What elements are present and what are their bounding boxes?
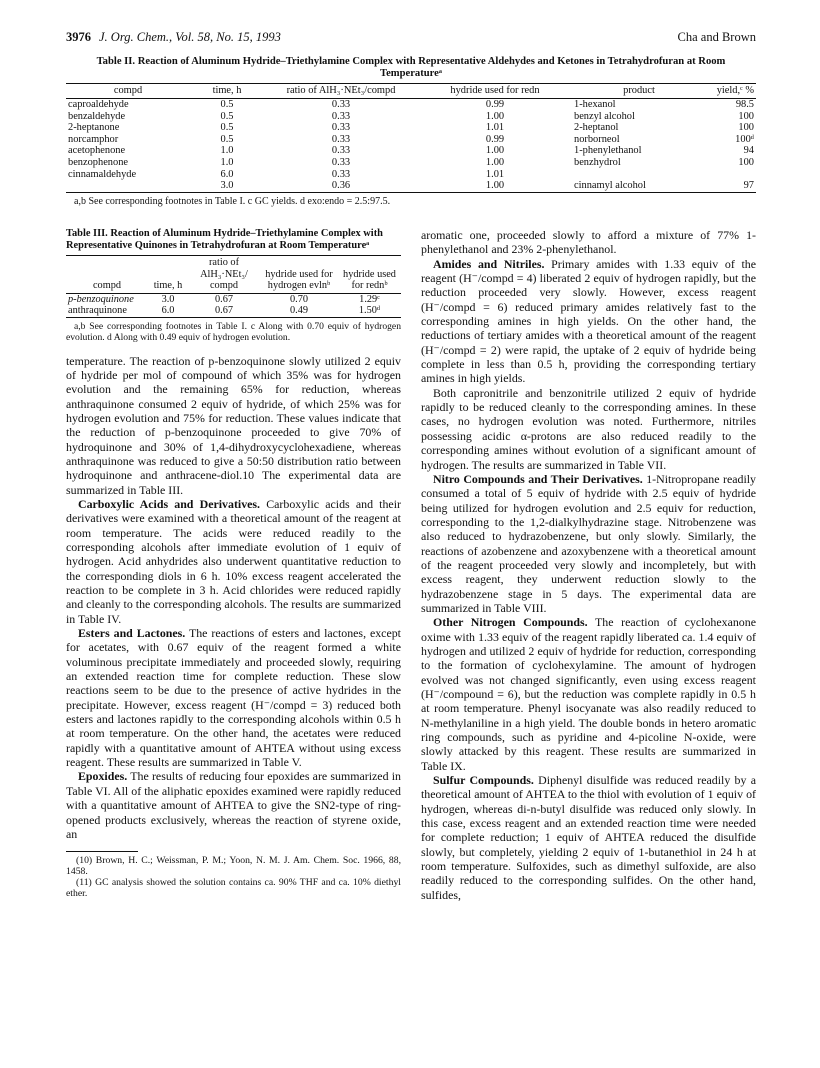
- table-cell: 0.49: [260, 305, 338, 317]
- footnote-divider: [66, 851, 138, 852]
- table-3-caption: Table III. Reaction of Aluminum Hydride–Triethylamine Complex with Representative Quinones in Tetrahydrofuran at Room Temperatureᵃ: [66, 228, 383, 251]
- table-3-header-row: [66, 256, 401, 294]
- table-cell: 6.0: [148, 305, 188, 317]
- table-2-header-row: [66, 84, 756, 99]
- table-3-header: compd: [66, 256, 148, 294]
- table-2-footnote: a,b See corresponding footnotes in Table I. c GC yields. d exo:endo = 2.5:97.5.: [74, 195, 391, 207]
- table-2-grid: [66, 83, 756, 193]
- paragraph-text: The reactions of esters and lactones, except for acetates, with 0.67 equiv of the reagent formed a white voluminous precipitate immediately and proceeded slowly, requiring an extended reaction time for complete reduction. These slow reactions seem to be due to the presence of active hydrides in the precipitate. However, excess reagent (H⁻/compd = 3) reduced both esters and lactones rapidly to the corresponding alcohols within 0.5 h at room temperature. On the other hand, the acetates were reduced rapidly with a quantitative amount of AHTEA without using excess reagent. These results are summarized in Table V.: [66, 626, 401, 770]
- footnote: (11) GC analysis showed the solution contains ca. 90% THF and ca. 10% diethyl ether.: [66, 877, 401, 900]
- paragraph-text: temperature. The reaction of p-benzoquinone slowly utilized 2 equiv of hydride per mol of compound of which 35% was for hydrogen evolution and the remaining 65% for reduction, whereas anthraquinone consumed 2 equiv of hydride, of which 25% was for hydrogen evolution and 75% for reduction. These values indicate that the reduction of p-benzoquinone proceeded to give 70% of hydroquinone and 30% of 1,4-dihydroxycyclohexadiene, whereas anthraquinone was reduced to give a 50:50 distribution ratio between hydroquinone and anthracene-diol.10 The experimental data are summarized in Table III.: [66, 353, 401, 497]
- table-cell: 0.5: [220, 122, 234, 134]
- table-cell: acetophenone: [68, 145, 126, 157]
- table-cell: 97: [706, 180, 756, 192]
- table-cell: 0.5: [220, 99, 234, 110]
- paragraph-text: The reaction of cyclohexanone oxime with 1.33 equiv of the reagent rapidly liberated ca. 1.4 equiv of hydrogen and utilized 2 equiv of hydride for reduction, corresponding to the formation of cyclohexylamine. The amount of hydrogen evolved was not changed significantly, even using excess reagent (H⁻/compound = 6), but the reduction was complete rapidly in 0.5 h at room temperature. Phenyl isocyanate was also readily reduced to N-methylaniline in a high yield. The double bonds in hetero aromatic ring compounds, such as pyridine and 4-picoline N-oxide, were slowly attacked by this reagent. These results are summarized in Table IX.: [421, 615, 756, 773]
- table-2-caption: Table II. Reaction of Aluminum Hydride–Triethylamine Complex with Representative Aldehydes and Ketones in Tetrahydrofuran at Room Temperatureᵃ: [96, 56, 726, 79]
- table-cell: 1.00: [485, 156, 505, 168]
- table-cell: 1-hexanol: [574, 99, 616, 110]
- table-cell: 0.67: [188, 305, 260, 317]
- table-cell: [66, 180, 190, 192]
- table-row: [66, 169, 756, 181]
- table-cell: 6.0: [220, 168, 234, 180]
- table-cell: 1.29ᶜ: [359, 293, 380, 305]
- table-2-header: ratio of AlH₃·NEt₃/compd: [264, 84, 418, 99]
- table-row: [66, 145, 756, 157]
- table-3-header: time, h: [148, 256, 188, 294]
- table-cell: cinnamaldehyde: [68, 168, 137, 180]
- table-cell: 0.67: [214, 293, 234, 305]
- table-cell: 0.99: [485, 133, 505, 145]
- table-cell: 2-heptanone: [68, 122, 120, 134]
- table-cell: 0.33: [331, 145, 351, 157]
- section-heading: Esters and Lactones.: [78, 626, 186, 641]
- body-paragraph: [66, 769, 401, 841]
- table-row: [66, 122, 756, 134]
- right-column: [421, 228, 756, 902]
- table-3-grid: [66, 255, 401, 318]
- table-3-header: hydride used for rednᵇ: [338, 256, 401, 294]
- body-paragraph: [421, 615, 756, 773]
- body-paragraph: [421, 228, 756, 257]
- table-cell: caproaldehyde: [68, 99, 129, 110]
- paragraph-text: The results of reducing four epoxides are summarized in Table VI. All of the aliphatic epoxides examined were rapidly reduced with a quantitative amount of AHTEA to give the SN2-type of ring-opened products exclusively, whereas the reaction of styrene oxide, an: [66, 769, 401, 841]
- author-names: Cha and Brown: [677, 30, 756, 44]
- table-2-header: time, h: [190, 84, 264, 99]
- body-paragraph: [421, 386, 756, 472]
- table-cell: 0.5: [220, 110, 234, 122]
- table-cell: 1.01: [485, 122, 505, 134]
- table-cell: 100: [738, 122, 754, 134]
- section-heading: Carboxylic Acids and Derivatives.: [78, 496, 261, 511]
- table-cell: 94: [743, 145, 754, 157]
- table-cell: norcamphor: [68, 133, 119, 145]
- left-column: [66, 228, 401, 899]
- table-cell: 1.0: [220, 156, 234, 168]
- table-cell: 2-heptanol: [574, 122, 619, 134]
- table-cell: benzyl alcohol: [574, 110, 635, 122]
- table-cell: 100: [738, 110, 754, 122]
- body-paragraph: [66, 626, 401, 769]
- table-cell: 0.33: [331, 133, 351, 145]
- page-number: 3976: [66, 30, 91, 44]
- body-paragraph: [66, 354, 401, 497]
- table-cell: 100ᵈ: [735, 133, 754, 145]
- table-row: [66, 157, 756, 169]
- table-cell: [572, 169, 706, 181]
- table-2-header: yield,ᶜ %: [706, 84, 756, 99]
- paragraph-text: 1-Nitropropane readily consumed a total of 5 equiv of hydride with 2.5 equiv of hydride being utilized for hydrogen evolution and 2.5 equiv for reduction, corresponding to the 1,2-dialkylhydrazine stage. Nitrobenzene was also reduced to hydrazobenzene, but only slowly. Similarly, the reactions of azobenzene and azoxybenzene with a theoretical amount of the reagent proceeded very slowly and incompletely, but with excess reagent, they underwent reduction slowly to the hydrazobenzene stage in 5 days. The experimental data are summarized in Table VIII.: [421, 471, 756, 615]
- table-cell: 0.33: [331, 110, 351, 122]
- table-cell: 1-phenylethanol: [574, 145, 642, 157]
- table-cell: anthraquinone: [66, 305, 148, 317]
- table-cell: 0.5: [220, 133, 234, 145]
- section-heading: Sulfur Compounds.: [433, 773, 534, 788]
- table-2-header: compd: [66, 84, 190, 99]
- table-cell: 1.50ᵈ: [338, 305, 401, 317]
- paragraph-text: Both capronitrile and benzonitrile utilized 2 equiv of hydride rapidly to be reduced cleanly to the corresponding amines. In these cases, no hydrogen evolution was noted. Furthermore, nitriles possessing acidic α-protons are also reduced readily to the corresponding amines without evolution of a significant amount of hydrogen. The results are summarized in Table VII.: [421, 385, 756, 472]
- table-cell: 3.0: [190, 180, 264, 192]
- table-cell: p-benzoquinone: [68, 293, 134, 305]
- paragraph-text: Carboxylic acids and their derivatives were examined with a theoretical amount of the reagent at room temperature. The acids were reduced readily to the corresponding alcohols after immediate evolution of 1 equiv of hydrogen. Acid anhydrides also underwent quantitative reduction to the corresponding diols in 6 h. 10% excess reagent accelerated the reaction to be complete in 3 h. Acid chlorides were reduced rapidly and cleanly to the corresponding alcohols. The results are summarized in Table IV.: [66, 496, 401, 626]
- table-row: [66, 305, 401, 317]
- table-row: [66, 293, 401, 305]
- table-cell: 100: [738, 156, 754, 168]
- table-cell: 0.33: [331, 99, 351, 110]
- table-cell: 0.99: [485, 99, 505, 110]
- table-cell: 0.33: [331, 156, 351, 168]
- table-cell: 0.70: [289, 293, 309, 305]
- paragraph-text: aromatic one, proceeded slowly to afford a mixture of 77% 1-phenylethanol and 23% 2-phenylethanol.: [421, 228, 756, 257]
- table-cell: benzophenone: [68, 156, 129, 168]
- table-cell: 0.33: [331, 122, 351, 134]
- table-3-header: ratio of AlH₃·NEt₃/ compd: [188, 256, 260, 294]
- table-cell: 0.36: [264, 180, 418, 192]
- section-heading: Amides and Nitriles.: [433, 256, 545, 271]
- table-cell: 98.5: [735, 99, 754, 110]
- table-3-footnote: a,b See corresponding footnotes in Table I. c Along with 0.70 equiv of hydrogen evolution. d Along with 0.49 equiv of hydrogen evolution.: [66, 320, 401, 343]
- table-cell: 1.00: [418, 180, 572, 192]
- body-paragraph: [66, 497, 401, 626]
- table-cell: benzhydrol: [574, 156, 621, 168]
- section-heading: Epoxides.: [78, 769, 128, 784]
- table-3-header: hydride used for hydrogen evlnᵇ: [260, 256, 338, 294]
- table-cell: 3.0: [161, 293, 175, 305]
- table-row: [66, 99, 756, 111]
- table-cell: 1.01: [485, 168, 505, 180]
- table-2-header: hydride used for redn: [418, 84, 572, 99]
- table-cell: 1.00: [485, 110, 505, 122]
- paragraph-text: Primary amides with 1.33 equiv of the reagent (H⁻/compd = 4) liberated 2 equiv of hydrogen rapidly, but the reduction proceeded very slowly. However, excess reagent (H⁻/compd = 6) reduced primary amides relatively fast to the corresponding amines in high yields. On the other hand, the reductions of tertiary amides with a theoretical amount of the reagent (H⁻/compd = 2) were rapid, the uptake of 2 equiv of hydride being complete in less than 0.5 h, providing the corresponding tertiary amines in high yields.: [421, 256, 756, 386]
- table-row: [66, 134, 756, 146]
- running-header: [66, 30, 756, 48]
- table-cell: norborneol: [574, 133, 620, 145]
- table-cell: benzaldehyde: [68, 110, 126, 122]
- table-2-header: product: [572, 84, 706, 99]
- table-cell: cinnamyl alcohol: [572, 180, 706, 192]
- table-cell: 1.0: [220, 145, 234, 157]
- body-paragraph: [421, 257, 756, 386]
- section-heading: Nitro Compounds and Their Derivatives.: [433, 471, 643, 486]
- table-row: [66, 111, 756, 123]
- paragraph-text: Diphenyl disulfide was reduced readily by a theoretical amount of AHTEA to the thiol with evolution of 1 equiv of hydrogen, whereas di-n-butyl disulfide was reduced only slowly. In this case, excess reagent and an extended reaction time were needed for complete reduction; 1 equiv of AHTEA reduced the disulfide slowly, but completely, yielding 2 equiv of 1-butanethiol in 24 h at room temperature. Sulfoxides, such as dimethyl sulfoxide, are also readily reduced to the corresponding sulfides. On the other hand, sulfides,: [421, 773, 756, 902]
- table-2: [66, 56, 756, 207]
- footnote: (10) Brown, H. C.; Weissman, P. M.; Yoon, N. M. J. Am. Chem. Soc. 1966, 88, 1458.: [66, 855, 401, 878]
- table-cell: 1.00: [485, 145, 505, 157]
- journal-citation: J. Org. Chem., Vol. 58, No. 15, 1993: [99, 30, 281, 44]
- body-paragraph: [421, 472, 756, 615]
- section-heading: Other Nitrogen Compounds.: [433, 615, 588, 630]
- table-cell: 0.33: [331, 168, 351, 180]
- table-cell: [706, 169, 756, 181]
- body-paragraph: [421, 773, 756, 902]
- table-row: [66, 180, 756, 192]
